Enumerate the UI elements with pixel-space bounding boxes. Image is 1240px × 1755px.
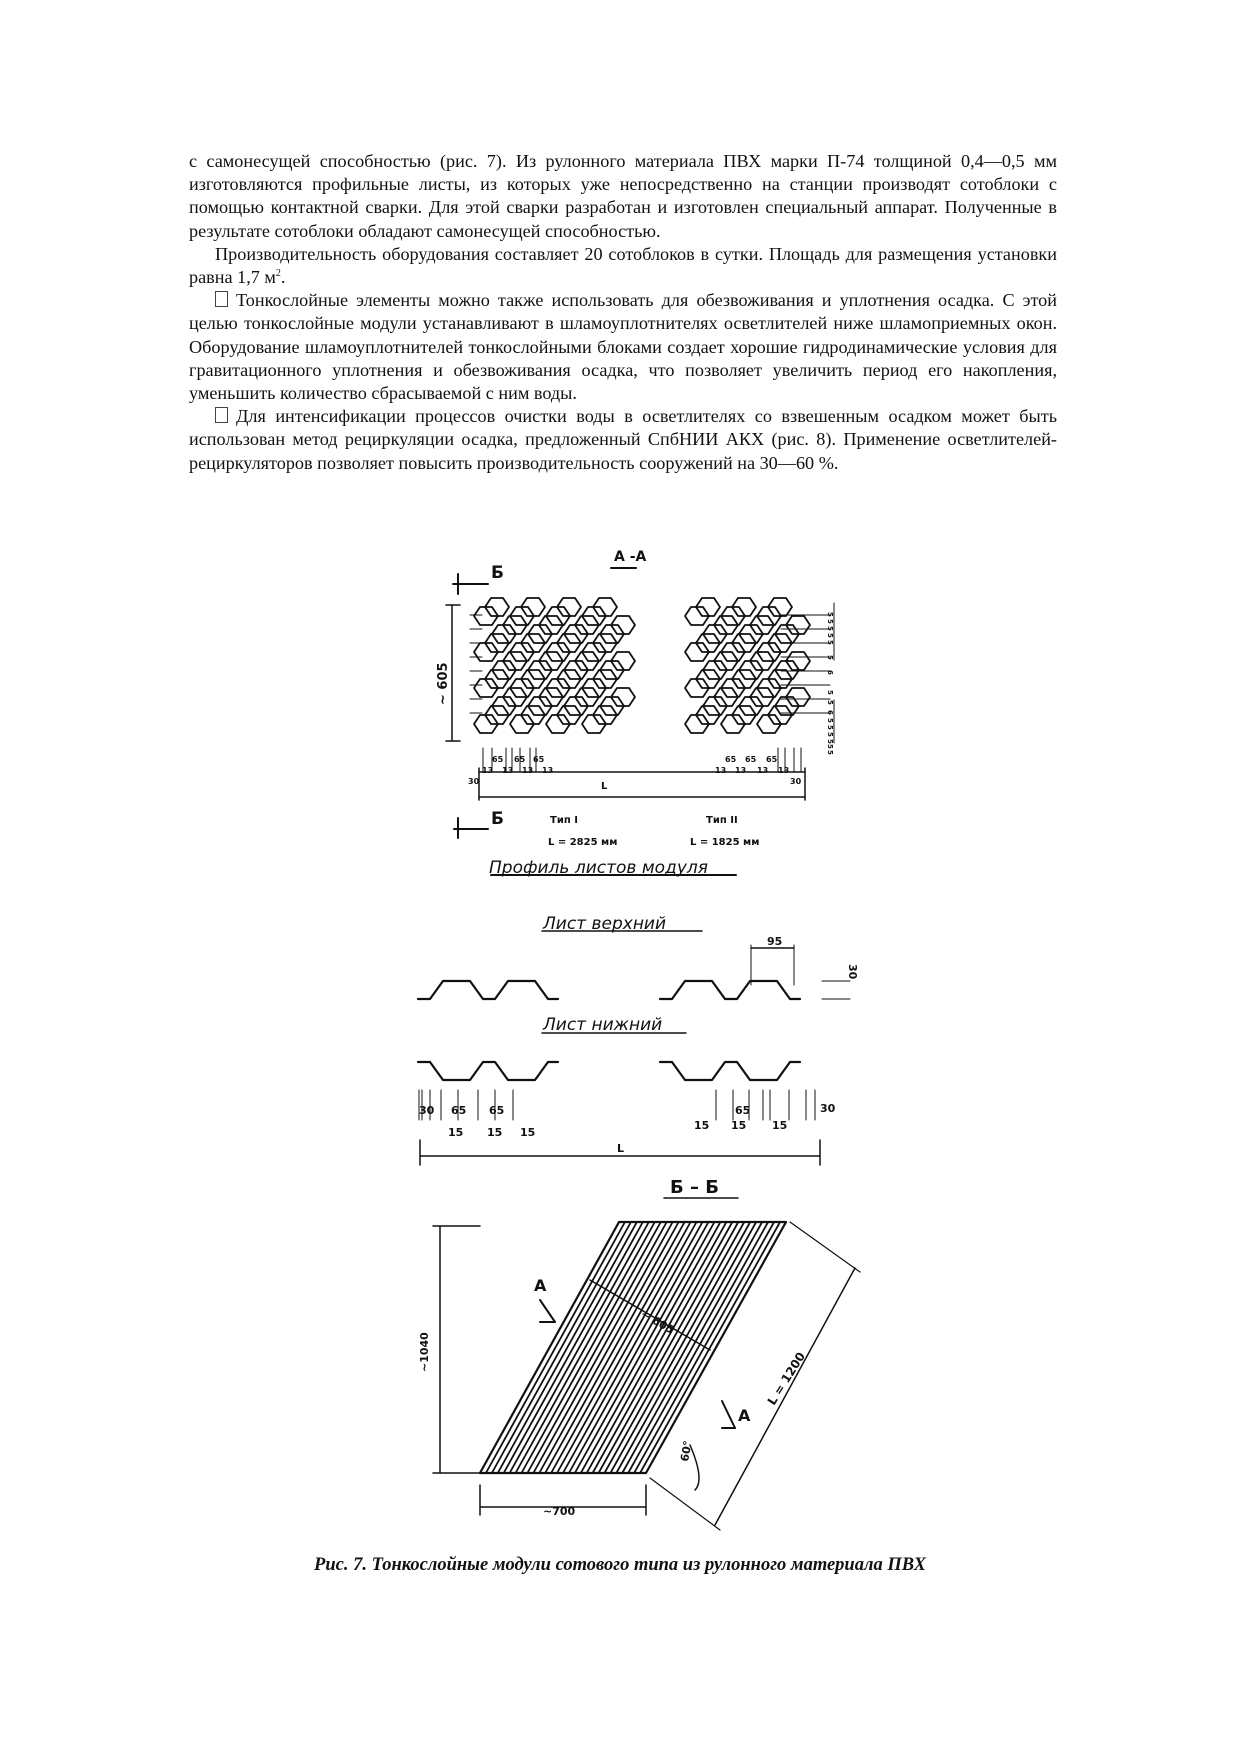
bottom-sheet-profile-right [660,1062,800,1080]
hatch-line [616,1222,756,1473]
dim-bottom-right-2: 65 [725,755,737,764]
hatch-line [551,1222,690,1473]
dim-bottom-left-6: 13 [522,766,534,775]
top-sheet-profile-right [660,981,800,999]
type1-length: L = 2825 мм [548,837,618,848]
dim-side-9: 5 [826,700,834,705]
hatch-line [628,1222,768,1473]
label-A2: А [738,1406,751,1425]
hatch-line [599,1222,739,1473]
section-b-bottom-label: Б [491,809,504,829]
paragraph-2-text: Производительность оборудования составляет 20 сотоблоков в сутки. Площадь для размещения установки равна 1,7 м [189,243,1057,288]
bot-dim-right-3: 15 [731,1119,747,1132]
dim-side-16: 5 [826,750,834,755]
dim-side-14: 5 [826,739,834,744]
type2-label: Тип II [706,815,738,826]
hatch-line [581,1222,721,1473]
dim-30-side-label: 30 [846,964,859,980]
section-aa-label: А -А [614,549,647,565]
hatch-line [486,1222,625,1473]
bottom-sheet-profile-left [418,1062,558,1080]
dim-bottom-left-2: 13 [482,766,494,775]
top-sheet-profile-left [418,981,558,999]
dim-side-11: 5 [826,718,834,723]
hatch-line [498,1222,637,1473]
dim-1200-ext [790,1222,860,1272]
hatch-line [640,1222,780,1473]
dim-bottom-right-5: 13 [757,766,769,775]
top-sheet-label: Лист верхний [543,914,667,934]
hatch-line [533,1222,672,1473]
dim-L1200-label: L = 1200 [764,1349,809,1408]
dim-side-10: 6 [826,710,834,715]
hatch-line [510,1222,649,1473]
bot-dim-left-6: 15 [520,1126,536,1139]
hatch-line [492,1222,631,1473]
dim-bottom-left-4: 13 [502,766,514,775]
hatch-line [610,1222,750,1473]
dim-1040-label: ~1040 [418,1332,431,1372]
dim-bottom-right-4: 65 [745,755,757,764]
paragraph-2-end: . [280,267,286,288]
dim-bottom-left-1: 30 [468,777,480,786]
dim-side-5: 5 [826,640,834,645]
hatch-line [569,1222,709,1473]
dim-L2-label: L [617,1142,625,1155]
dim-bottom-right-8: 30 [790,777,802,786]
bot-dim-left-2: 65 [451,1104,467,1117]
dim-1200-line [715,1268,855,1525]
dim-bottom-left-3: 65 [492,755,504,764]
dim-side-8: 5 [826,690,834,695]
dim-side-4: 5 [826,633,834,638]
dim-side-1: 5 [826,612,834,617]
arrow-a1-shaft [540,1300,555,1322]
dim-95-label: 95 [767,935,783,948]
bot-dim-left-3: 65 [489,1104,505,1117]
profile-title: Профиль листов модуля [489,858,708,878]
dim-L-label: L [601,781,608,792]
dim-bottom-left-8: 13 [542,766,554,775]
hatch-line [522,1222,661,1473]
label-A1: А [534,1276,547,1295]
dim-700-label: ~700 [543,1505,576,1518]
dim-side-6: 5 [826,655,834,660]
dim-bottom-right-1: 13 [715,766,727,775]
figure-caption: Рис. 7. Тонкослойные модули сотового типа из рулонного материала ПВХ [314,1555,926,1575]
paragraph-3-text: Тонкослойные элементы можно также использовать для обезвоживания и уплотнения осадка. С этой целью тонкослойные модули устанавливают в шламоуплотнителях осветлителей ниже шламоприемных окон. Оборудование шламоуплотнителей тонкослойными блоками создает хорошие гидродинамические условия для гравитационного уплотнения и обезвоживания осадка, что позволяет увеличить период его накопления, уменьшить количество сбрасываемой с ним воды. [189,290,1057,404]
bottom-sheet-label: Лист нижний [543,1015,663,1035]
dim-side-12: 5 [826,725,834,730]
hatch-line [539,1222,678,1473]
bot-dim-right-2: 15 [694,1119,710,1132]
bot-dim-right-1: 65 [735,1104,751,1117]
dim-605-vertical: ~ 605 [436,662,451,705]
bot-dim-left-1: 30 [419,1104,435,1117]
hatch-line [557,1222,696,1473]
dim-bottom-right-6: 65 [766,755,778,764]
bot-dim-left-5: 15 [487,1126,503,1139]
hatch-line [545,1222,684,1473]
section-b-top-label: Б [491,563,504,583]
dim-side-15: 5 [826,744,834,749]
dim-side-7: 6 [826,670,834,675]
type2-length: L = 1825 мм [690,837,760,848]
hatch-line [605,1222,745,1473]
dim-side-2: 5 [826,619,834,624]
bot-dim-right-4: 15 [772,1119,788,1132]
dim-bottom-left-7: 65 [533,755,545,764]
hatch-line [563,1222,703,1473]
dim-605-diagonal: ~ 605 [638,1307,677,1337]
dim-bottom-right-7: 13 [778,766,790,775]
bot-dim-right-5: 30 [820,1102,836,1115]
dim-bottom-right-3: 13 [735,766,747,775]
hatch-line [504,1222,643,1473]
dim-bottom-left-5: 65 [514,755,526,764]
hatch-line [593,1222,733,1473]
section-bb-label: Б – Б [670,1177,719,1198]
bot-dim-left-4: 15 [448,1126,464,1139]
superscript-2: 2 [275,267,281,279]
hatch-line [575,1222,715,1473]
dim-1200-ext [650,1478,720,1530]
dim-side-13: 5 [826,732,834,737]
hatch-line [634,1222,774,1473]
type1-label: Тип I [550,815,578,826]
hatch-line [516,1222,655,1473]
paragraph-4-text: Для интенсификации процессов очистки воды в осветлителях со взвешенным осадком может быть использован метод рециркуляции осадка, предложенный СпбНИИ АКХ (рис. 8). Применение осветлителей-рециркуляторов позволяет повысить производительность сооружений на 30—60 %. [189,406,1057,473]
dim-60-label: 60° [678,1439,695,1463]
hatch-line [622,1222,762,1473]
dim-side-3: 5 [826,626,834,631]
arrow-a2-shaft [722,1401,735,1428]
paragraph-1: с самонесущей способностью (рис. 7). Из рулонного материала ПВХ марки П-74 толщиной 0,4—0,5 мм изготовляются профильные листы, из которых уже непосредственно на станции производят сотоблоки с помощью контактной сварки. Для этой сварки разработан и изготовлен специальный аппарат. Полученные в результате сотоблоки обладают самонесущей способностью. [189,151,1057,241]
